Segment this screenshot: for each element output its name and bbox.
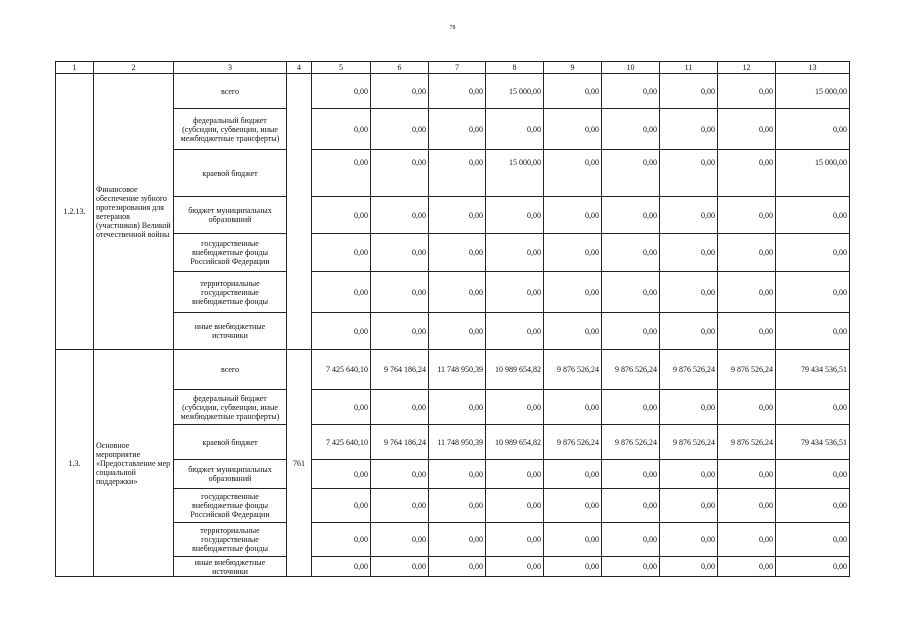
amount-cell: 0,00 [776, 234, 850, 272]
amount-cell: 0,00 [312, 150, 371, 197]
amount-cell: 0,00 [602, 197, 660, 234]
table-row [56, 523, 850, 557]
amount-cell: 0,00 [371, 390, 429, 425]
funding-source: федеральный бюджет (субсидии, субвенции, иные межбюджетные трансферты) [174, 109, 287, 150]
funding-source: краевой бюджет [174, 425, 287, 460]
table-row [56, 74, 850, 109]
amount-cell: 0,00 [544, 390, 602, 425]
column-number: 13 [776, 62, 850, 74]
amount-cell: 0,00 [429, 74, 486, 109]
amount-cell: 0,00 [776, 272, 850, 313]
amount-cell: 0,00 [660, 197, 718, 234]
amount-cell: 0,00 [544, 234, 602, 272]
amount-cell: 0,00 [429, 197, 486, 234]
amount-cell: 0,00 [660, 390, 718, 425]
funding-source: бюджет муниципальных образований [174, 197, 287, 234]
amount-cell: 0,00 [718, 272, 776, 313]
amount-cell: 0,00 [486, 234, 544, 272]
amount-cell: 0,00 [544, 74, 602, 109]
amount-cell: 0,00 [660, 150, 718, 197]
amount-cell: 0,00 [312, 489, 371, 523]
funding-source: краевой бюджет [174, 150, 287, 197]
amount-cell: 15 000,00 [486, 150, 544, 197]
amount-cell: 0,00 [312, 557, 371, 577]
amount-cell: 0,00 [486, 523, 544, 557]
funding-source: территориальные государственные внебюджетные фонды [174, 272, 287, 313]
amount-cell: 0,00 [602, 272, 660, 313]
amount-cell: 0,00 [544, 150, 602, 197]
amount-cell: 9 876 526,24 [660, 350, 718, 390]
amount-cell: 0,00 [602, 74, 660, 109]
amount-cell: 15 000,00 [776, 150, 850, 197]
budget-table [55, 61, 850, 577]
amount-cell: 0,00 [429, 313, 486, 350]
amount-cell: 9 876 526,24 [602, 350, 660, 390]
amount-cell: 0,00 [371, 523, 429, 557]
amount-cell: 0,00 [776, 523, 850, 557]
amount-cell: 0,00 [486, 197, 544, 234]
amount-cell: 0,00 [486, 109, 544, 150]
amount-cell: 0,00 [371, 460, 429, 489]
amount-cell: 0,00 [371, 109, 429, 150]
amount-cell: 0,00 [371, 313, 429, 350]
amount-cell: 0,00 [312, 109, 371, 150]
column-number: 8 [486, 62, 544, 74]
amount-cell: 0,00 [776, 557, 850, 577]
amount-cell: 0,00 [718, 150, 776, 197]
amount-cell: 0,00 [660, 523, 718, 557]
amount-cell: 0,00 [660, 74, 718, 109]
table-row [56, 313, 850, 350]
amount-cell: 0,00 [371, 489, 429, 523]
table-row [56, 272, 850, 313]
amount-cell: 0,00 [602, 150, 660, 197]
amount-cell: 0,00 [486, 390, 544, 425]
grbs-code: 761 [287, 350, 312, 577]
table-row [56, 460, 850, 489]
amount-cell: 0,00 [718, 74, 776, 109]
amount-cell: 0,00 [660, 234, 718, 272]
amount-cell: 0,00 [602, 390, 660, 425]
amount-cell: 0,00 [371, 234, 429, 272]
amount-cell: 15 000,00 [486, 74, 544, 109]
page-number: 78 [449, 25, 456, 31]
table-row [56, 557, 850, 577]
amount-cell: 11 748 950,39 [429, 350, 486, 390]
amount-cell: 0,00 [429, 272, 486, 313]
amount-cell: 0,00 [544, 557, 602, 577]
amount-cell: 0,00 [544, 272, 602, 313]
section-name: Финансовое обеспечение зубного протезирования для ветеранов (участников) Великой отечественной войны [94, 74, 174, 350]
amount-cell: 0,00 [544, 313, 602, 350]
amount-cell: 0,00 [660, 313, 718, 350]
amount-cell: 0,00 [429, 109, 486, 150]
table-row [56, 197, 850, 234]
amount-cell: 0,00 [486, 489, 544, 523]
section-code: 1.3. [56, 350, 94, 577]
amount-cell: 0,00 [718, 523, 776, 557]
amount-cell: 7 425 640,10 [312, 425, 371, 460]
amount-cell: 79 434 536,51 [776, 425, 850, 460]
amount-cell: 9 876 526,24 [660, 425, 718, 460]
amount-cell: 0,00 [429, 489, 486, 523]
amount-cell: 0,00 [602, 313, 660, 350]
funding-source: федеральный бюджет (субсидии, субвенции, иные межбюджетные трансферты) [174, 390, 287, 425]
table-row [56, 425, 850, 460]
column-number: 3 [174, 62, 287, 74]
amount-cell: 0,00 [371, 74, 429, 109]
amount-cell: 0,00 [312, 234, 371, 272]
amount-cell: 0,00 [312, 197, 371, 234]
column-number: 2 [94, 62, 174, 74]
amount-cell: 0,00 [602, 109, 660, 150]
amount-cell: 0,00 [312, 523, 371, 557]
amount-cell: 0,00 [718, 557, 776, 577]
amount-cell: 0,00 [429, 460, 486, 489]
amount-cell: 0,00 [486, 460, 544, 489]
amount-cell: 0,00 [776, 197, 850, 234]
column-number-row [56, 62, 850, 74]
amount-cell: 0,00 [371, 197, 429, 234]
column-number: 4 [287, 62, 312, 74]
amount-cell: 0,00 [429, 557, 486, 577]
amount-cell: 0,00 [544, 523, 602, 557]
amount-cell: 10 989 654,82 [486, 425, 544, 460]
amount-cell: 0,00 [776, 489, 850, 523]
amount-cell: 0,00 [718, 234, 776, 272]
amount-cell: 0,00 [371, 272, 429, 313]
amount-cell: 0,00 [660, 489, 718, 523]
column-number: 10 [602, 62, 660, 74]
amount-cell: 0,00 [776, 109, 850, 150]
amount-cell: 0,00 [312, 272, 371, 313]
column-number: 6 [371, 62, 429, 74]
amount-cell: 9 876 526,24 [544, 350, 602, 390]
amount-cell: 9 876 526,24 [718, 425, 776, 460]
column-number: 1 [56, 62, 94, 74]
amount-cell: 0,00 [429, 150, 486, 197]
funding-source: бюджет муниципальных образований [174, 460, 287, 489]
funding-source: иные внебюджетные источники [174, 557, 287, 577]
amount-cell: 0,00 [660, 272, 718, 313]
table-row [56, 489, 850, 523]
amount-cell: 0,00 [718, 460, 776, 489]
column-number: 11 [660, 62, 718, 74]
amount-cell: 0,00 [660, 460, 718, 489]
amount-cell: 9 876 526,24 [602, 425, 660, 460]
column-number: 9 [544, 62, 602, 74]
amount-cell: 15 000,00 [776, 74, 850, 109]
table-row [56, 350, 850, 390]
amount-cell: 9 764 186,24 [371, 425, 429, 460]
amount-cell: 79 434 536,51 [776, 350, 850, 390]
column-number: 7 [429, 62, 486, 74]
table-row [56, 109, 850, 150]
amount-cell: 0,00 [660, 557, 718, 577]
amount-cell: 0,00 [718, 489, 776, 523]
funding-source: иные внебюджетные источники [174, 313, 287, 350]
amount-cell: 0,00 [371, 150, 429, 197]
amount-cell: 9 876 526,24 [718, 350, 776, 390]
amount-cell: 0,00 [660, 109, 718, 150]
amount-cell: 0,00 [544, 460, 602, 489]
amount-cell: 0,00 [718, 109, 776, 150]
amount-cell: 0,00 [486, 557, 544, 577]
amount-cell: 0,00 [429, 390, 486, 425]
section-code: 1.2.13. [56, 74, 94, 350]
table-row [56, 234, 850, 272]
column-number: 12 [718, 62, 776, 74]
amount-cell: 10 989 654,82 [486, 350, 544, 390]
amount-cell: 0,00 [602, 489, 660, 523]
amount-cell: 0,00 [718, 390, 776, 425]
amount-cell: 11 748 950,39 [429, 425, 486, 460]
amount-cell: 0,00 [312, 74, 371, 109]
amount-cell: 0,00 [718, 197, 776, 234]
amount-cell: 0,00 [544, 197, 602, 234]
grbs-code [287, 74, 312, 350]
amount-cell: 0,00 [776, 460, 850, 489]
amount-cell: 0,00 [486, 272, 544, 313]
table-row [56, 390, 850, 425]
amount-cell: 0,00 [602, 557, 660, 577]
amount-cell: 0,00 [718, 313, 776, 350]
amount-cell: 0,00 [429, 523, 486, 557]
amount-cell: 0,00 [544, 109, 602, 150]
amount-cell: 9 876 526,24 [544, 425, 602, 460]
amount-cell: 9 764 186,24 [371, 350, 429, 390]
funding-source: всего [174, 74, 287, 109]
amount-cell: 0,00 [602, 234, 660, 272]
amount-cell: 0,00 [312, 390, 371, 425]
funding-source: территориальные государственные внебюджетные фонды [174, 523, 287, 557]
amount-cell: 0,00 [486, 313, 544, 350]
amount-cell: 0,00 [602, 523, 660, 557]
amount-cell: 0,00 [312, 460, 371, 489]
funding-source: государственные внебюджетные фонды Российской Федерации [174, 234, 287, 272]
amount-cell: 0,00 [776, 390, 850, 425]
amount-cell: 0,00 [429, 234, 486, 272]
amount-cell: 0,00 [602, 460, 660, 489]
funding-source: всего [174, 350, 287, 390]
amount-cell: 0,00 [544, 489, 602, 523]
amount-cell: 0,00 [776, 313, 850, 350]
table-row [56, 150, 850, 197]
amount-cell: 0,00 [312, 313, 371, 350]
funding-source: государственные внебюджетные фонды Российской Федерации [174, 489, 287, 523]
column-number: 5 [312, 62, 371, 74]
amount-cell: 7 425 640,10 [312, 350, 371, 390]
amount-cell: 0,00 [371, 557, 429, 577]
section-name: Основное мероприятие «Предоставление мер социальной поддержки» [94, 350, 174, 577]
